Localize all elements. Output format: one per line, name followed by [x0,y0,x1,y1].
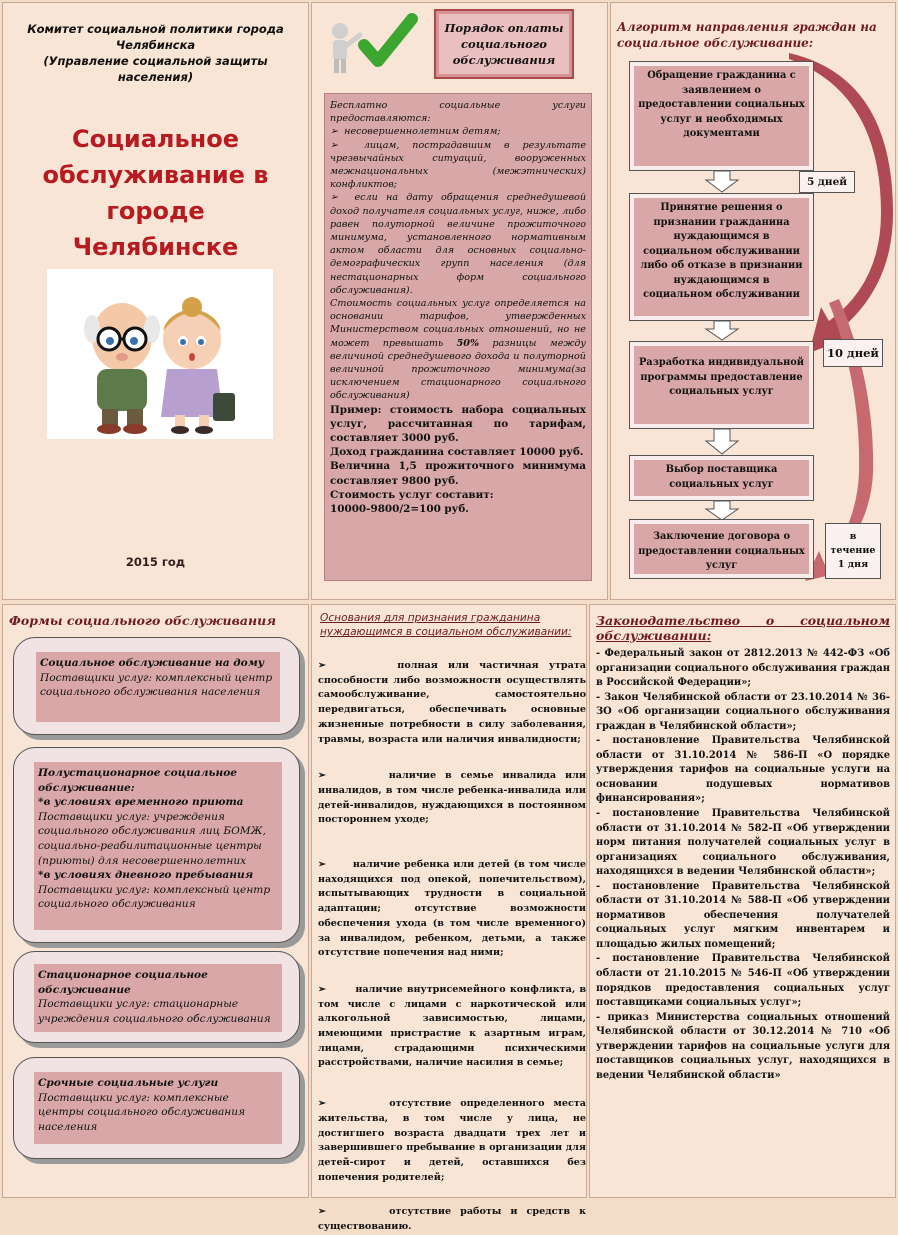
form-providers: Поставщики услуг: стационарные учреждения социального обслуживания [38,998,271,1025]
payment-text-box [324,93,592,581]
free-services-intro: Бесплатно социальные услуги предоставляются: [330,100,586,125]
law-item: - постановление Правительства Челябинской области от 31.10.2014 № 582-П «Об утверждении норм питания получателей социальных услуг в организациях социального обслуживания, находящихся в ведении Челябинской области»; [596,808,890,878]
arrow-bullet-icon: ➢ [318,770,389,782]
elderly-couple-icon [47,269,273,439]
down-arrow-icon [705,321,739,341]
organization-name: Комитет социальной политики города Челябинска (Управление социальной защиты населения) [27,22,284,84]
form-heading: Социальное обслуживание на дому [40,657,265,669]
bullet-item: ➢ несовершеннолетним детям; [330,126,501,138]
arrow-bullet-icon: ➢ [330,192,355,204]
cover-panel [2,2,309,600]
form-heading: Полустационарное социальное обслуживание: [38,767,238,794]
law-item: - постановление Правительства Челябинской области от 31.10.2014 № 588-П «Об утверждении нормативов обеспечения получателей социальных услуг мягким инвентарем и площадью жилых помещений; [596,880,890,950]
elderly-couple-illustration [47,269,273,439]
flow-step-5: Заключение договора о предоставлении социальных услуг [629,519,814,579]
form-providers: Поставщики услуг: комплексный центр социального обслуживания населения [40,671,273,699]
checkmark-figure [320,9,430,79]
arrow-bullet-icon: ➢ [318,660,398,671]
example-line: Величина 1,5 прожиточного минимума составляет 9800 руб. [330,460,586,487]
form-providers: Поставщики услуг: комплексные центры социального обслуживания населения [38,1091,246,1133]
one-day-tag: в течение 1 дня [825,523,881,579]
flow-step-1: Обращение гражданина с заявлением о предоставлении социальных услуг и необходимых документами [629,61,814,171]
bullet-item: ➢ если на дату обращения среднедушевой доход получателя социальных услуг, ниже, либо равен полуторной величине прожиточного минимума, установленного нормативным актом области для основных социально-демографических групп населения (для нестационарных форм социального обслуживания). [330,192,586,296]
arrow-bullet-icon: ➢ [330,139,364,151]
forms-panel [2,604,309,1198]
down-arrow-icon [705,429,739,455]
law-item: - постановление Правительства Челябинской области от 31.10.2014 № 586-П «О порядке утверждения тарифов на социальные услуги на основании подушевых нормативов финансирования»; [596,735,890,805]
payment-panel [311,2,608,600]
five-days-tag: 5 дней [799,171,855,193]
form-subheading: *в условиях временного приюта [38,796,244,809]
ten-days-tag: 10 дней [823,339,883,367]
form-subheading: *в условиях дневного пребывания [38,869,254,882]
form-heading: Стационарное социальное обслуживание [38,969,208,996]
grounds-panel [311,604,587,1233]
form-providers: Поставщики услуг: комплексный центр социального обслуживания [38,883,271,911]
example-line: Стоимость услуг составит: [330,488,494,501]
flow-step-4: Выбор поставщика социальных услуг [629,455,814,501]
list-item: ➢ наличие в семье инвалида или инвалидов, в том числе ребенка-инвалида или детей-инвалидов, нуждающихся в постоянном постороннем уходе; [318,770,586,826]
form-providers: Поставщики услуг: учреждения социального обслуживания лиц БОМЖ, социально-реабилитационные центры (приюты) для несовершеннолетних [38,810,266,867]
forms-title: Формы социального обслуживания [9,613,277,628]
form-card-urgent [13,1057,300,1159]
list-item: ➢ наличие внутрисемейного конфликта, в том числе с лицами с наркотической или алкогольной зависимостью, лицами, имеющими пристрастие к азартным играм, лицами, страдающими психическими расстройствами, наличие насилия в семье; [318,983,587,1069]
arrow-bullet-icon: ➢ [318,1206,390,1218]
example-line: Доход гражданина составляет 10000 руб. [330,446,584,459]
example-line: Пример: стоимость набора социальных услуг, рассчитанная по тарифам, составляет 3000 руб. [330,403,586,445]
arrow-bullet-icon: ➢ [318,983,356,995]
algorithm-title: Алгоритм направления граждан на социальное обслуживание: [617,20,877,50]
brochure-title: Социальное обслуживание в городе Челябинске [42,125,269,261]
law-item: - Федеральный закон от 2812.2013 № 442-ФЗ «Об организации социального обслуживания граждан в Российской Федерации»; [596,648,890,689]
form-card-stationary [13,951,300,1043]
cost-rule: Стоимость социальных услуг определяется на основании тарифов, утвержденных Министерством социальных отношений, но не может превышать 50% разницы между величиной среднедушевого дохода и полуторной величиной прожиточного минимума(за исключением стационарного социального обслуживания) [330,298,586,402]
example-line: 10000-9800/2=100 руб. [330,503,469,516]
list-item: ➢ отсутствие определенного места жительства, в том числе у лица, не достигшего возраста двадцати трех лет и завершившего пребывание в организации для детей-сирот и детей, оставшихся без попечения родителей; [318,1098,586,1183]
list-item: ➢ отсутствие работы и средств к существованию. [318,1206,586,1233]
year-label: 2015 год [125,555,186,569]
flow-step-2: Принятие решения о признании гражданина нуждающимся в социальном обслуживании либо об отказе в признании нуждающимся в социальном обслуживании [629,193,814,321]
arrow-bullet-icon: ➢ [318,1098,390,1110]
form-card-home [13,637,300,735]
bullet-item: ➢ лицам, пострадавшим в результате чрезвычайных ситуаций, вооруженных межнациональных (межэтнических) конфликтов; [330,139,586,191]
arrow-bullet-icon: ➢ [330,126,345,138]
form-card-semistationary [13,747,300,943]
form-heading: Срочные социальные услуги [38,1077,219,1089]
payment-title: Порядок оплаты социального обслуживания [434,9,574,79]
down-arrow-icon [705,171,739,193]
legislation-list [596,647,890,1083]
law-item: - Закон Челябинской области от 23.10.2014 № 36-ЗО «Об организации социального обслуживания граждан в Челябинской области»; [596,691,890,732]
person-checkmark-icon [320,9,430,79]
down-arrow-icon [705,501,739,521]
arrow-bullet-icon: ➢ [318,859,353,871]
grounds-list [318,659,586,1235]
law-item: - постановление Правительства Челябинской области от 21.10.2015 № 546-П «Об утверждении порядков предоставления социальных услуг поставщиками социальных услуг»; [596,953,890,1009]
legislation-panel [589,604,896,1198]
algorithm-panel [610,2,896,600]
grounds-title: Основания для признания гражданина нуждающимся в социальном обслуживании: [320,612,572,639]
flow-step-3: Разработка индивидуальной программы предоставление социальных услуг [629,341,814,429]
law-item: - приказ Министерства социальных отношений Челябинской области от 30.12.2014 № 710 «Об утверждении тарифов на социальные услуги для поставщиков социальных услуг, находящихся в ведении Челябинской области» [596,1011,890,1081]
list-item: ➢ полная или частичная утрата способности либо возможности осуществлять самообслуживание, самостоятельно передвигаться, обеспечивать основные жизненные потребности в силу заболевания, травмы, возраста или наличия инвалидности; [318,660,586,745]
legislation-title: Законодательство о социальном обслуживании: [596,613,890,643]
list-item: ➢ наличие ребенка или детей (в том числе находящихся под опекой, попечительством), испытывающих трудности в социальной адаптации; отсутствие возможности обеспечения ухода (в том числе временного) за инвалидом, ребенком, детьми, а также отсутствие попечения над ними; [318,859,586,959]
